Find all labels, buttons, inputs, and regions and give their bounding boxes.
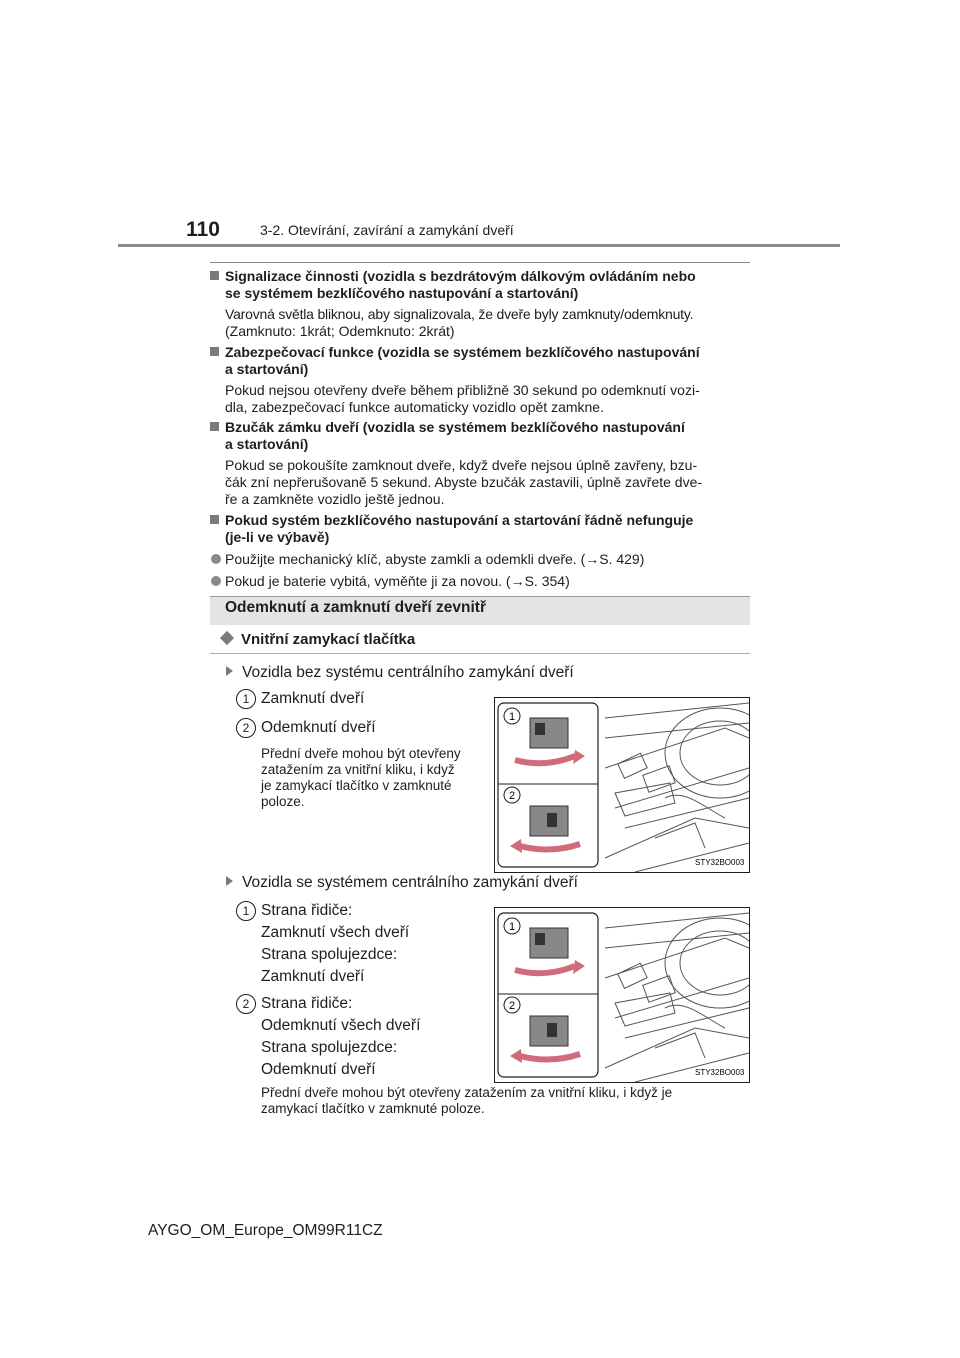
section-text: Pokud se pokoušíte zamknout dveře, když dveře nejsou úplně zavřeny, bzu- xyxy=(225,457,698,473)
door-lock-illustration xyxy=(495,698,749,872)
subsection-title: Vnitřní zamykací tlačítka xyxy=(222,631,415,648)
square-bullet-icon xyxy=(210,422,219,431)
section-text: dla, zabezpečovací funkce automaticky vozidlo opět zamkne. xyxy=(225,399,604,415)
square-bullet-icon xyxy=(210,515,219,524)
figure-lock-buttons-1 xyxy=(494,697,750,873)
section-text: Varovná světla bliknou, aby signalizovala, že dveře byly zamknuty/odemknuty. xyxy=(225,306,694,322)
running-head: 3-2. Otevírání, zavírání a zamykání dveří xyxy=(260,222,514,238)
section-buzzer xyxy=(210,419,750,508)
section-heading-cont: (je-li ve výbavě) xyxy=(225,529,330,545)
item-lock-group: Strana řidiče: Zamknutí všech dveří Strana spolujezdce: Zamknutí dveří xyxy=(261,902,410,985)
triangle-bullet-icon xyxy=(226,876,233,886)
footer-doc-id: AYGO_OM_Europe_OM99R11CZ xyxy=(148,1222,383,1239)
figure-number-2: 2 xyxy=(508,1000,516,1012)
section-text: ře a zamkněte vozidlo ještě jednou. xyxy=(225,491,445,507)
figure-number-1: 1 xyxy=(508,711,516,723)
figure-number-2: 2 xyxy=(508,790,516,802)
section-security xyxy=(210,344,750,416)
note-text: Přední dveře mohou být otevřeny zatažením za vnitřní kliku, i když je zamykací tlačítko v zamknuté poloze. xyxy=(261,1085,673,1116)
header-rule xyxy=(118,244,840,247)
section-signalization xyxy=(210,268,750,340)
item-number-1: 1 xyxy=(236,689,256,709)
content-rule xyxy=(210,262,750,263)
diamond-bullet-icon xyxy=(220,631,234,645)
block-title: Vozidla bez systému centrálního zamykání dveří xyxy=(226,664,574,682)
circle-bullet-icon xyxy=(211,576,221,586)
square-bullet-icon xyxy=(210,347,219,356)
bullet-item: Pokud je baterie vybitá, vyměňte ji za novou. (→S. 354) xyxy=(210,573,750,590)
circle-bullet-icon xyxy=(211,554,221,564)
figure-number-1: 1 xyxy=(508,921,516,933)
figure-code: STY32BO003 xyxy=(695,1068,745,1077)
section-heading-cont: a startování) xyxy=(225,361,309,377)
page-number: 110 xyxy=(186,218,220,241)
item-unlock-group: Strana řidiče: Odemknutí všech dveří Strana spolujezdce: Odemknutí dveří xyxy=(261,995,421,1078)
note-text: Přední dveře mohou být otevřeny zatažením za vnitřní kliku, i když je zamykací tlačítko v zamknuté poloze. xyxy=(261,746,461,809)
bullet-item: Použijte mechanický klíč, abyste zamkli a odemkli dveře. (→S. 429) xyxy=(210,551,750,568)
item-number-2: 2 xyxy=(236,718,256,738)
section-keyless-failure xyxy=(210,512,750,590)
section-heading-cont: a startování) xyxy=(225,436,309,452)
section-heading-cont: se systémem bezklíčového nastupování a startování) xyxy=(225,285,579,301)
section-heading: Pokud systém bezklíčového nastupování a startování řádně nefunguje xyxy=(210,512,750,529)
item-number-2: 2 xyxy=(236,994,256,1014)
block-title: Vozidla se systémem centrálního zamykání dveří xyxy=(226,874,578,892)
section-heading: Signalizace činnosti (vozidla s bezdrátovým dálkovým ovládáním nebo xyxy=(210,268,750,285)
section-heading: Bzučák zámku dveří (vozidla se systémem bezklíčového nastupování xyxy=(210,419,750,436)
section-heading: Zabezpečovací funkce (vozidla se systémem bezklíčového nastupování xyxy=(210,344,750,361)
door-lock-illustration xyxy=(495,908,749,1082)
subsection-rule xyxy=(210,653,750,654)
section-text: (Zamknuto: 1krát; Odemknuto: 2krát) xyxy=(225,323,455,339)
item-lock-label: Zamknutí dveří xyxy=(261,690,365,707)
band-title: Odemknutí a zamknutí dveří zevnitř xyxy=(225,599,486,616)
figure-lock-buttons-2 xyxy=(494,907,750,1083)
item-number-1: 1 xyxy=(236,901,256,921)
triangle-bullet-icon xyxy=(226,666,233,676)
square-bullet-icon xyxy=(210,271,219,280)
figure-code: STY32BO003 xyxy=(695,858,745,867)
section-text: čák zní nepřerušovaně 5 sekund. Abyste bzučák zastavili, úplně zavřete dve- xyxy=(225,474,703,490)
item-unlock-label: Odemknutí dveří xyxy=(261,719,376,736)
section-text: Pokud nejsou otevřeny dveře během přibližně 30 sekund po odemknutí vozi- xyxy=(225,382,700,398)
